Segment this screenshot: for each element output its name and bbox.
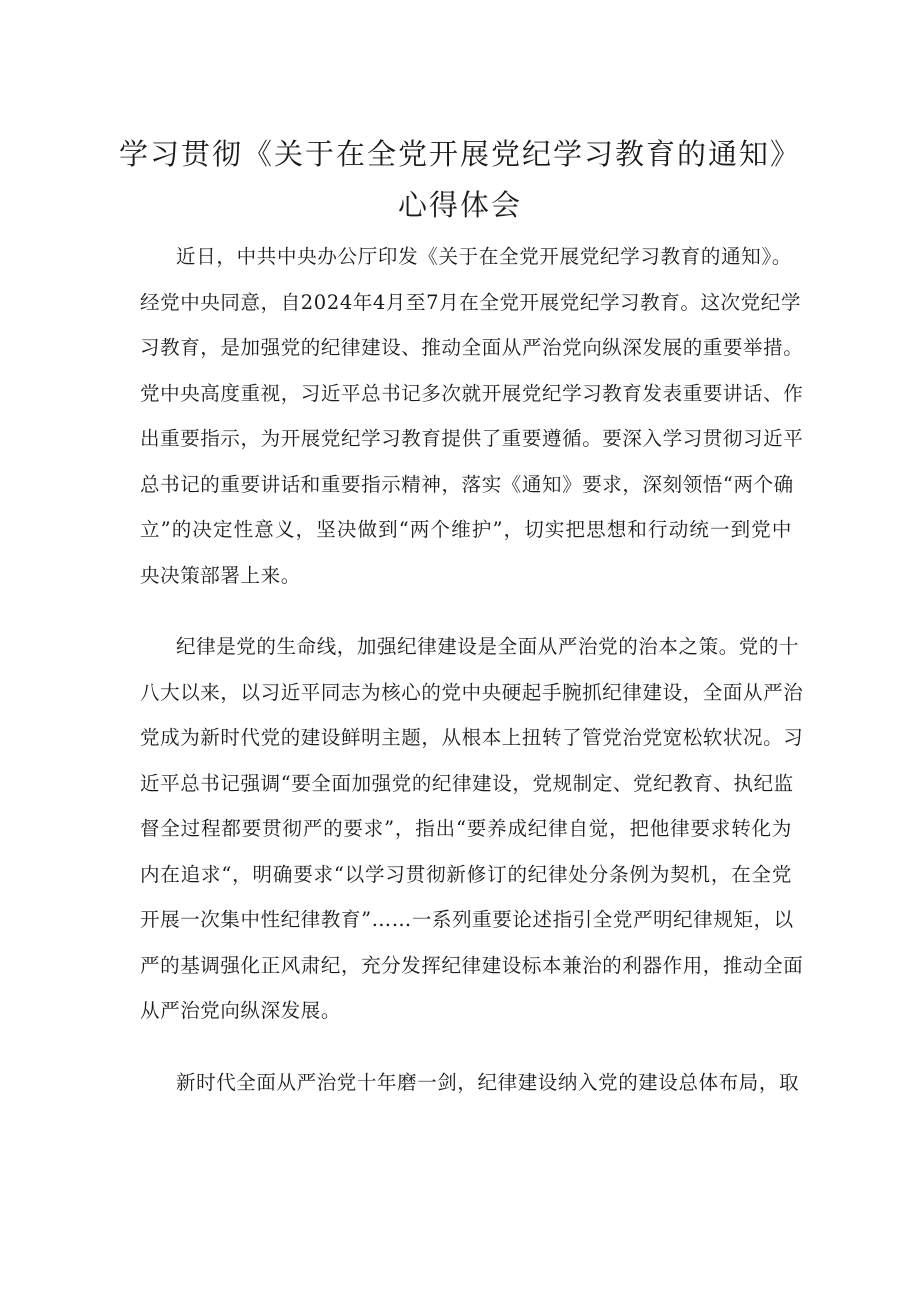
text-line: 立”的决定性意义，坚决做到“两个维护”，切实把思想和行动统一到党中	[140, 518, 792, 541]
text-line: 近平总书记强调“要全面加强党的纪律建设，党规制定、党纪教育、执纪监	[140, 771, 794, 795]
document-body	[140, 218, 804, 1105]
text-line: 内在追求“，明确要求“以学习贯彻新修订的纪律处分条例为契机，在全党	[140, 862, 792, 886]
paragraph	[140, 1060, 800, 1106]
text-line: 督全过程都要贯彻严的要求”，指出“要养成纪律自觉，把他律要求转化为	[140, 817, 792, 840]
paragraph	[140, 624, 804, 1034]
text-line: 央决策部署上来。	[140, 563, 301, 587]
document-subtitle: 心得体会	[397, 188, 522, 222]
text-line: 纪律是党的生命线，加强纪律建设是全面从严治党的治本之策。党的十	[176, 635, 800, 658]
text-line: 严的基调强化正风肃纪，充分发挥纪律建设标本兼治的利器作用，推动全面	[140, 953, 804, 977]
text-line: 党成为新时代党的建设鲜明主题，从根本上扭转了管党治党宽松软状况。习	[140, 726, 804, 749]
text-line: 八大以来，以习近平同志为核心的党中央硬起手腕抓纪律建设，全面从严治	[140, 680, 804, 704]
paragraph	[140, 234, 804, 598]
text-line: 经党中央同意，自2024年4月至7月在全党开展党纪学习教育。这次党纪学	[140, 290, 801, 314]
text-line: 出重要指示，为开展党纪学习教育提供了重要遵循。要深入学习贯彻习近平	[140, 427, 804, 450]
text-line: 总书记的重要讲话和重要指示精神，落实《通知》要求，深刻领悟“两个确	[140, 472, 794, 496]
text-line: 开展一次集中性纪律教育”……一系列重要论述指引全党严明纪律规矩，以	[140, 908, 794, 931]
text-line: 习教育，是加强党的纪律建设、推动全面从严治党向纵深发展的重要举措。	[140, 336, 804, 359]
text-line: 从严治党向纵深发展。	[140, 999, 342, 1022]
text-line: 党中央高度重视，习近平总书记多次就开展党纪学习教育发表重要讲话、作	[140, 381, 804, 405]
text-line: 近日，中共中央办公厅印发《关于在全党开展党纪学习教育的通知》。	[176, 245, 792, 268]
document-title: 学习贯彻《关于在全党开展党纪学习教育的通知》	[118, 137, 801, 171]
text-line: 新时代全面从严治党十年磨一剑，纪律建设纳入党的建设总体布局，取	[176, 1070, 800, 1094]
